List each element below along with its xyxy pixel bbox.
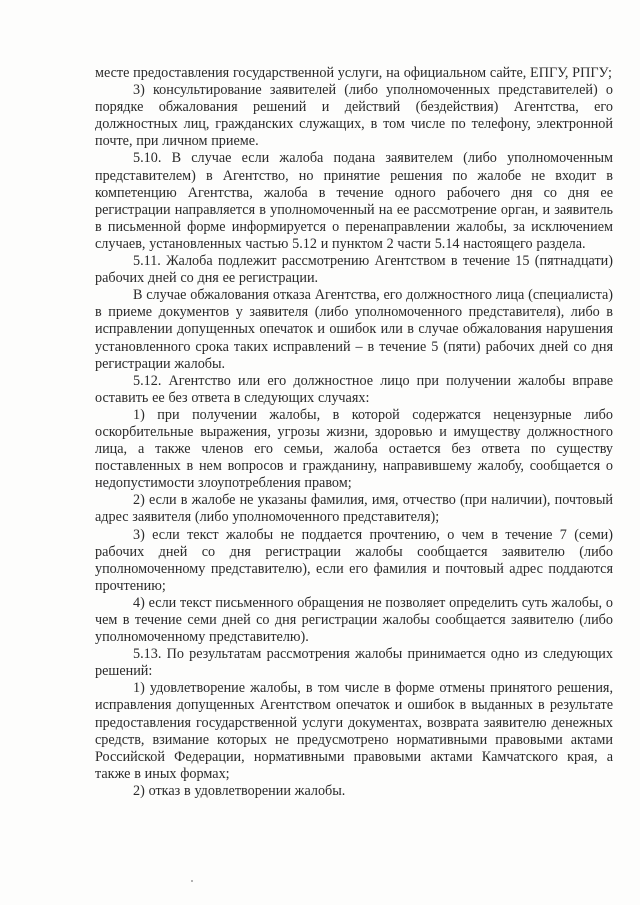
paragraph-item-3-consultation: 3) консультирование заявителей (либо уполномоченных представителей) о порядке обжалования решений и действий (бездействия) Агентства, его должностных лиц, гражданских служащих, в том числе по телефону, электронной почте, при личном приеме.: [95, 82, 613, 150]
paragraph-refusal-appeal: В случае обжалования отказа Агентства, его должностного лица (специалиста) в приеме документов у заявителя (либо уполномоченного представителя), либо в исправлении допущенных опечаток и ошибок или в случае обжалования нарушения установленного срока таких исправлений – в течение 5 (пяти) рабочих дней со дня регистрации жалобы.: [95, 287, 613, 372]
paragraph-5-12-item-1: 1) при получении жалобы, в которой содержатся нецензурные либо оскорбительные выражения, угрозы жизни, здоровью и имуществу должностного лица, а также членов его семьи, жалоба остается без ответа по существу поставленных в нем вопросов и гражданину, направившему жалобу, сообщается о недопустимости злоупотребления правом;: [95, 406, 613, 492]
scan-speck: [191, 880, 193, 882]
paragraph-5-10: 5.10. В случае если жалоба подана заявителем (либо уполномоченным представителем) в Агентство, но принятие решения по жалобе не входит в компетенцию Агентства, жалоба в течение одного рабочего дня со дня ее регистрации направляется в уполномоченный на ее рассмотрение орган, и заявитель в письменной форме информируется о перенаправлении жалобы, за исключением случаев, установленных частью 5.12 и пунктом 2 части 5.14 настоящего раздела.: [95, 150, 613, 252]
paragraph-5-13-item-1: 1) удовлетворение жалобы, в том числе в форме отмены принятого решения, исправления допущенных Агентством опечаток и ошибок в выданных в результате предоставления государственной услуги документах, возврата заявителю денежных средств, взимание которых не предусмотрено нормативными правовыми актами Российской Федерации, нормативными правовыми актами Камчатского края, а также в иных формах;: [95, 680, 613, 782]
paragraph-continuation: месте предоставления государственной услуги, на официальном сайте, ЕПГУ, РПГУ;: [95, 65, 612, 81]
paragraph-5-11: 5.11. Жалоба подлежит рассмотрению Агентством в течение 15 (пятнадцати) рабочих дней со дня ее регистрации.: [95, 253, 613, 287]
paragraph-5-13: 5.13. По результатам рассмотрения жалобы принимается одно из следующих решений:: [95, 646, 613, 680]
paragraph-5-12: 5.12. Агентство или его должностное лицо при получении жалобы вправе оставить ее без ответа в следующих случаях:: [95, 372, 613, 406]
paragraph-5-12-item-2: 2) если в жалобе не указаны фамилия, имя, отчество (при наличии), почтовый адрес заявителя (либо уполномоченного представителя);: [95, 492, 613, 526]
document-body: [95, 65, 613, 800]
paragraph-5-12-item-3: 3) если текст жалобы не поддается прочтению, о чем в течение 7 (семи) рабочих дней со дня регистрации жалобы сообщается заявителю (либо уполномоченному представителю), если его фамилия и почтовый адрес поддаются прочтению;: [95, 526, 613, 594]
paragraph-5-12-item-4: 4) если текст письменного обращения не позволяет определить суть жалобы, о чем в течение семи дней со дня регистрации жалобы сообщается заявителю (либо уполномоченному представителю).: [95, 594, 613, 646]
paragraph-5-13-item-2: 2) отказ в удовлетворении жалобы.: [133, 782, 346, 799]
